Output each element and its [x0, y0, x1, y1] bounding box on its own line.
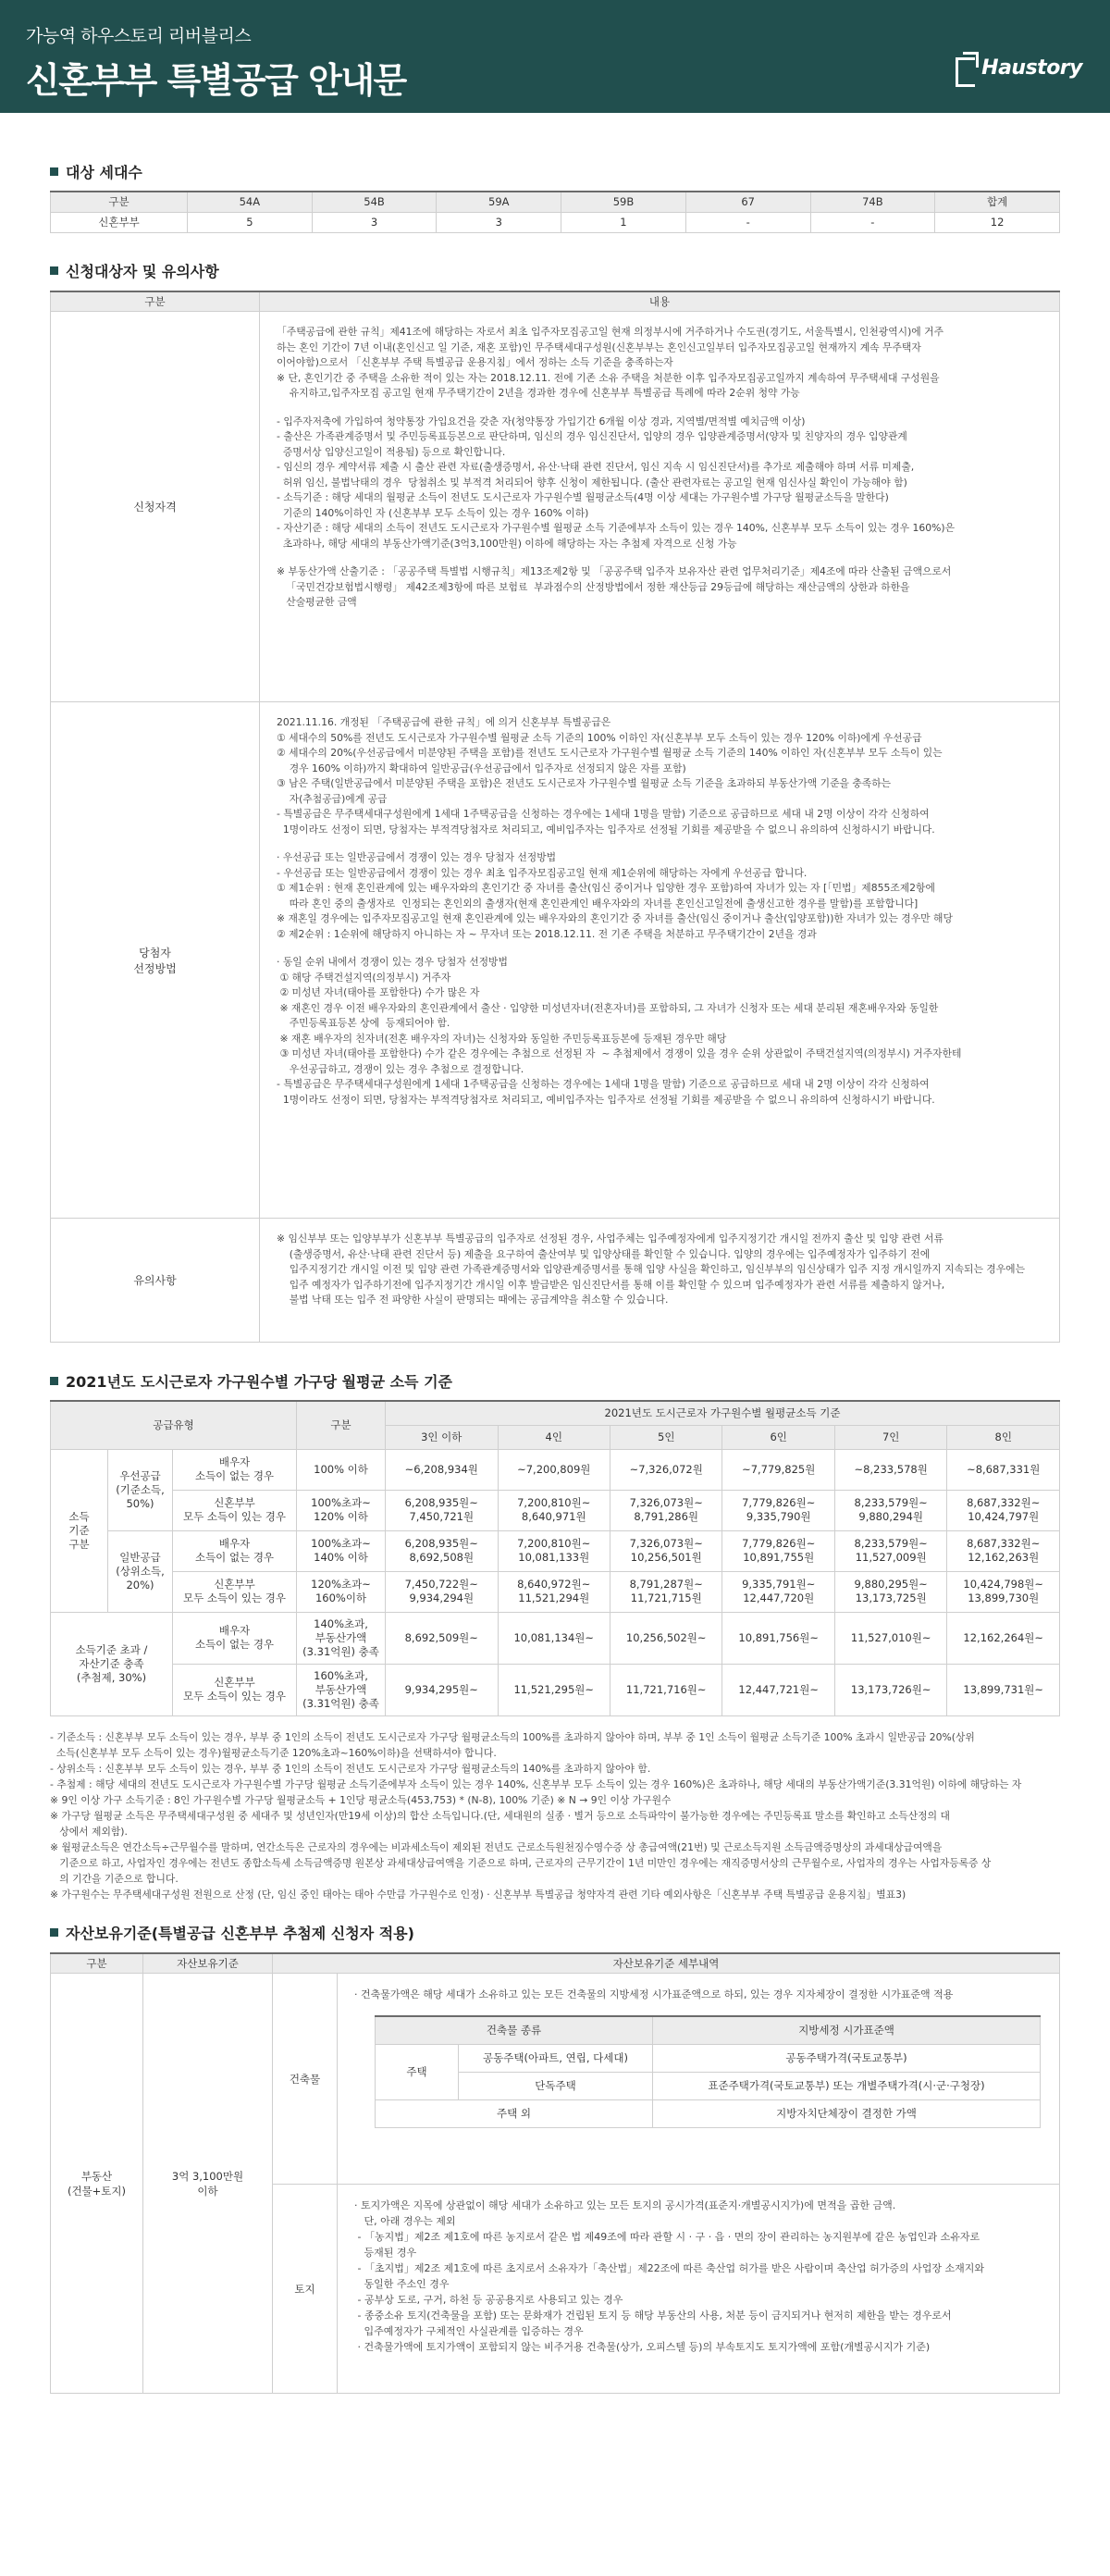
paragraph: · 토지가액은 지목에 상관없이 해당 세대가 소유하고 있는 모든 토지의 공시가격(표준지·개별공시지가)에 면적을 곱한 금액. 단, 아래 경우는 제외 - 「농지법」제2조 제1호에 따른 농지로서 같은 법 제49조에 따라 관할 시 · 구 · 읍 · 면의 장이 관리하는 농지원부에 같은 농업인과 소유자로 등재된 경우 - 「초지법」제2조 제1호에 따른 초지로서 소유자가「축산법」제22조에 따른 축산업 허가를 받은 사람이며 축산업 허가증의 사업장 소재지와 동일한 주소인 경우 - 공부상 도로, 구거, 하천 등 공공용지로 사용되고 있는 경우 - 종중소유 토지(건축물을 포함) 또는 문화재가 건립된 토지 등 해당 부동산의 사용, 처분 등이 금지되거나 현저히 제한을 받는 경우로서 입주예정자가 구체적인 사실관계를 입증하는 경우 · 건축물가액에 토지가액이 포함되지 않는 비주거용 건축물(상가, 오피스텔 등)의 부속토지도 토지가액에 포함(개별공시지가 기준): [354, 2199, 984, 2353]
value-cell: 9,934,295원~: [386, 1664, 498, 1715]
assets-table: [50, 1952, 1060, 2395]
div-cell: 100%초과~ 140% 이하: [297, 1530, 386, 1571]
land-label: 토지: [273, 2185, 338, 2394]
paragraph: 「주택공급에 관한 규칙」제41조에 해당하는 자로서 최초 입주자모집공고일 현재 의정부시에 거주하거나 수도권(경기도, 서울특별시, 인천광역시)에 거주 하는 혼인 기간이 7년 이내(혼인신고 일 기준, 재혼 포함)인 무주택세대구성원(신혼부부는 혼인신고일부터 입주자모집공고일 현재까지 계속 무주택자 이어야함)으로서 「신혼부부 주택 특별공급 운용지침」에서 정하는 소득 기준을 충족하는자 ※ 단, 혼인기간 중 주택을 소유한 적이 있는 자는 2018.12.11. 전에 기존 소유 주택을 처분한 이후 입주자모집공고일까지 계속하여 무주택세대 구성원을 유지하고,입주자모집 공고일 현재 무주택기간이 2년을 경과한 경우에 신혼부부 특별공급 특례에 따라 2순위 청약 가능: [277, 326, 944, 399]
paragraph: - 입주자저축에 가입하여 청약통장 가입요건을 갖춘 자(청약통장 가입기간 6개월 이상 경과, 지역별/면적별 예치금액 이상) - 출산은 가족관계증명서 및 주민등록표등본으로 판단하며, 임신의 경우 임신진단서, 입양의 경우 입양관계증명서(양자 및 친양자의 경우 입양관계 증명서상 입양신고일이 적용됨) 등으로 확인합니다. - 임신의 경우 계약서류 제출 시 출산 관련 자료(출생증명서, 유산·낙태 관련 진단서, 임신 지속 시 임신진단서)를 추가로 제출해야 하며 서류 미제출, 허위 임신, 불법낙태의 경우 당첨취소 및 부적격 처리되어 향후 신청이 제한됩니다. (출산 관련자료는 공고일 현재 임신사실 확인이 가능해야 함) - 소득기준 : 해당 세대의 월평균 소득이 전년도 도시근로자 가구원수별 월평균소득(4명 이상 세대는 가구원수별 가구당 월평균소득을 말한다) 기준의 140%이하인 자 (신혼부부 모두 소득이 있는 경우 160% 이하) - 자산기준 : 해당 세대의 소득이 전년도 도시근로자 가구원수별 월평균 소득 기준에부자 소득이 있는 경우 140%, 신혼부부 모두 소득이 있는 경우 160%)은 초과하나, 해당 세대의 부동산가액기준(3억3,100만원) 이하에 해당하는 자는 추첨제 자격으로 신청 가능: [277, 415, 956, 550]
section-title-text: 신청대상자 및 유의사항: [66, 263, 219, 280]
table-cell: -: [685, 212, 810, 232]
section-title-households: [50, 161, 1060, 181]
house-logo-icon: [954, 52, 978, 83]
value-cell: ~7,326,072원: [610, 1449, 722, 1490]
value-cell: 8,233,579원~ 9,880,294원: [834, 1490, 946, 1530]
section-title-text: 2021년도 도시근로자 가구원수별 가구당 월평균 소득 기준: [66, 1372, 452, 1391]
table-header-cell: 건축물 종류: [376, 2016, 653, 2044]
value-cell: 12,162,264원~: [947, 1612, 1060, 1664]
table-row: [376, 2044, 1041, 2072]
value-cell: 8,791,287원~ 11,721,715원: [610, 1571, 722, 1612]
value-cell: 10,424,798원~ 13,899,730원: [947, 1571, 1060, 1612]
households-table: [50, 191, 1060, 233]
row-body-notice: [260, 1219, 1060, 1343]
value-cell: 9,335,791원~ 12,447,720원: [722, 1571, 834, 1612]
note-line: ※ 가구원수는 무주택세대구성원 전원으로 산정 (단, 임신 중인 태아는 태아 수만큼 가구원수로 인정) · 신혼부부 특별공급 청약자격 관련 기타 예외사항은「신혼부부 주택 특별공급 운용지침」별표3): [50, 1888, 906, 1901]
note-line: - 상위소득 : 신혼부부 모두 소득이 있는 경우, 부부 중 1인의 소득이 전년도 도시근로자 가구당 월평균소득의 140%를 초과하지 않아야 함.: [50, 1762, 651, 1775]
value-cell: 6,208,935원~ 8,692,508원: [386, 1530, 498, 1571]
table-row: [51, 1974, 1060, 2185]
table-row: [51, 1449, 1060, 1490]
paragraph: · 건축물가액은 해당 세대가 소유하고 있는 모든 건축물의 지방세정 시가표준액으로 하되, 있는 경우 지자체장이 결정한 시가표준액 적용: [354, 1988, 954, 2000]
note-line: ※ 가구당 월평균 소득은 무주택세대구성원 중 세대주 및 성년인자(만19세 이상)의 합산 소득입니다.(단, 세대원의 실종 · 별거 등으로 소득파악이 불가능한 경우에는 주민등록표 말소를 확인하고 소득산정의 대 상에서 제외함).: [50, 1809, 950, 1838]
table-row: [51, 1664, 1060, 1715]
table-cell: 5: [188, 212, 313, 232]
div-cell: 120%초과~ 160%이하: [297, 1571, 386, 1612]
table-header-cell: 59B: [561, 192, 686, 212]
bullet-square-icon: [50, 1377, 58, 1385]
land-detail: [338, 2185, 1060, 2394]
table-header-cell: 공급유형: [51, 1401, 297, 1449]
project-name: 가능역 하우스토리 리버블리스: [26, 26, 252, 46]
income-notes: [50, 1729, 1060, 1902]
table-header-cell: 구분: [51, 1953, 143, 1974]
table-header-cell: 5인: [610, 1425, 722, 1449]
table-header-row: [51, 1953, 1060, 1974]
value-cell: ~8,687,331원: [947, 1449, 1060, 1490]
bullet-square-icon: [50, 1928, 58, 1937]
table-cell: 단독주택: [459, 2072, 653, 2099]
table-header-cell: 67: [685, 192, 810, 212]
value-cell: 7,779,826원~ 10,891,755원: [722, 1530, 834, 1571]
group-label: 소득기준 초과 / 자산기준 충족 (추첨제, 30%): [51, 1612, 173, 1715]
table-row: [376, 2072, 1041, 2099]
table-header-row: [51, 192, 1060, 212]
table-cell: 주택: [376, 2044, 459, 2099]
value-cell: 8,687,332원~ 10,424,797원: [947, 1490, 1060, 1530]
value-cell: 8,687,332원~ 12,162,263원: [947, 1530, 1060, 1571]
table-header-cell: 구분: [297, 1401, 386, 1449]
value-cell: ~7,200,809원: [498, 1449, 610, 1490]
asset-category: 부동산 (건물+토지): [51, 1974, 143, 2394]
paragraph: 2021.11.16. 개정된 「주택공급에 관한 규칙」에 의거 신혼부부 특별공급은 ① 세대수의 50%를 전년도 도시근로자 가구원수별 월평균 소득 기준의 100% 이하인 자(신혼부부 모두 소득이 있는 경우 120% 이하)에게 우선공급 ② 세대수의 20%(우선공급에서 미분양된 주택을 포함)를 전년도 도시근로자 가구원수별 월평균 소득 기준의 140% 이하인 자(신혼부부 모두 소득이 있는 경우 160% 이하)까지 확대하여 일반공급(우선공급에서 입주자로 선정되지 않은 자를 포함) ③ 남은 주택(일반공급에서 미분양된 주택을 포함)은 전년도 도시근로자 가구원수별 월평균 소득 기준을 초과하되 부동산가액 기준을 충족하는 자(추첨공급)에게 공급 - 특별공급은 무주택세대구성원에게 1세대 1주택공급을 신청하는 경우에는 1세대 1명을 말함) 기준으로 공급하므로 세대 내 2명 이상이 각각 신청하여 1명이라도 선정이 되면, 당첨자는 부적격당첨자로 처리되고, 예비입주자는 입주자로 선정될 기회를 제공받을 수 없으니 유의하여 신청하시기 바랍니다.: [277, 716, 943, 836]
table-header-cell: 74B: [810, 192, 935, 212]
table-row: [51, 1571, 1060, 1612]
row-body-selection: [260, 702, 1060, 1219]
div-cell: 140%초과, 부동산가액 (3.31억원) 충족: [297, 1612, 386, 1664]
bullet-square-icon: [50, 266, 58, 275]
value-cell: 7,326,073원~ 10,256,501원: [610, 1530, 722, 1571]
section-title-income: [50, 1370, 1060, 1391]
sub-label: 배우자 소득이 없는 경우: [173, 1449, 297, 1490]
paragraph: ※ 임신부부 또는 입양부부가 신혼부부 특별공급의 입주자로 선정된 경우, 사업주체는 입주예정자에게 입주지정기간 개시일 전까지 출산 및 입양 관련 서류 (출생증명서, 유산·낙태 관련 진단서 등) 제출을 요구하여 출산여부 및 입양상태를 확인할 수 있습니다. 입양의 경우에는 입주예정자가 입주하기 전에 입주지정기간 개시일 이전 및 입양 관련 가족관계증명서와 입양관계증명서를 통해 입양 사실을 확인하고, 임신부부의 임신상태가 입주 지정 개시일까지 지속되는 경우에는 입주 예정자가 입주하기전에 입주지정기간 개시일 이후 발급받은 임신진단서를 통해 이를 확인할 수 있으며 입주예정자가 관련 서류를 제출하지 않거나, 불법 낙태 또는 입주 전 파양한 사실이 판명되는 때에는 공급계약을 취소할 수 있습니다.: [277, 1232, 1026, 1306]
value-cell: 7,450,722원~ 9,934,294원: [386, 1571, 498, 1612]
table-cell: 표준주택가격(국토교통부) 또는 개별주택가격(시·군·구청장): [653, 2072, 1041, 2099]
table-header-cell: 59A: [437, 192, 561, 212]
section-title-text: 대상 세대수: [66, 163, 142, 181]
section-title-assets: [50, 1923, 1060, 1943]
note-line: - 기준소득 : 신혼부부 모두 소득이 있는 경우, 부부 중 1인의 소득이 전년도 도시근로자 가구당 월평균소득의 100%를 초과하지 않아야 하며, 부부 중 1인 소득이 월평균 소득기준 100% 초과시 일반공급 20%(상위 소득(신혼부부 모두 소득이 있는 경우)월평균소득기준 120%초과~160%이하)을 선택하셔야 합니다.: [50, 1730, 975, 1759]
row-label-eligibility: 신청자격: [51, 312, 260, 702]
eligibility-table: [50, 291, 1060, 1344]
paragraph: · 동일 순위 내에서 경쟁이 있는 경우 당첨자 선정방법 ① 해당 주택건설지역(의정부시) 거주자 ② 미성년 자녀(태아를 포함한다) 수가 많은 자 ※ 재혼인 경우 이전 배우자와의 혼인관계에서 출산 · 입양한 미성년자녀(전혼자녀)를 포함하되, 그 자녀가 신청자 또는 세대 분리된 재혼배우자와 동일한 주민등록표등본 상에 등재되어야 함. ※ 재혼 배우자의 친자녀(전혼 배우자의 자녀)는 신청자와 동일한 주민등록표등본에 등재된 경우만 해당 ③ 미성년 자녀(태아를 포함한다) 수가 같은 경우에는 추첨으로 선정된 자 ~ 추첨제에서 경쟁이 있을 경우 순위 상관없이 주택건설지역(의정부시) 거주자한테 우선공급하고, 경쟁이 있는 경우 추첨으로 결정합니다. - 특별공급은 무주택세대구성원에게 1세대 1주택공급을 신청하는 경우에는 1세대 1명을 말함) 기준으로 공급하므로 세대 내 2명 이상이 각각 신청하여 1명이라도 선정이 되면, 당첨자는 부적격당첨자로 처리되고, 예비입주자는 입주자로 선정될 기회를 제공받을 수 없으니 유의하여 신청하시기 바랍니다.: [277, 956, 962, 1106]
paragraph: ※ 부동산가액 산출기준 : 「공공주택 특별법 시행규칙」제13조제2항 및 「공공주택 입주자 보유자산 관련 업무처리기준」제4조에 따라 산출된 금액으로서 「국민건강보험법시행령」 제42조제3항에 따른 보험료 부과점수의 산정방법에서 정한 재산등급 29등급에 해당하는 재산금액의 상한과 하한을 산술평균한 금액: [277, 565, 952, 608]
table-cell: 신혼부부: [51, 212, 188, 232]
value-cell: 7,326,073원~ 8,791,286원: [610, 1490, 722, 1530]
table-header-cell: 54B: [312, 192, 437, 212]
value-cell: 8,233,579원~ 11,527,009원: [834, 1530, 946, 1571]
table-cell: 12: [935, 212, 1060, 232]
table-header-row: [51, 291, 1060, 312]
asset-criterion: 3억 3,100만원 이하: [143, 1974, 273, 2394]
note-line: ※ 9인 이상 가구 소득기준 : 8인 가구원수별 가구당 월평균소득 + 1인당 평균소득(453,753) * (N-8), 100% 기준) ※ N → 9인 이상 가구원수: [50, 1793, 672, 1806]
building-value-table: [375, 2015, 1041, 2128]
table-header-cell: 6인: [722, 1425, 834, 1449]
table-header-cell: 자산보유기준 세부내역: [273, 1953, 1060, 1974]
table-cell: 1: [561, 212, 686, 232]
row-label-notice: 유의사항: [51, 1219, 260, 1343]
bullet-square-icon: [50, 167, 58, 176]
table-header-row: [51, 1401, 1060, 1425]
value-cell: ~7,779,825원: [722, 1449, 834, 1490]
group-label: 우선공급 (기준소득, 50%): [108, 1449, 173, 1530]
value-cell: 13,899,731원~: [947, 1664, 1060, 1715]
table-header-cell: 지방세정 시가표준액: [653, 2016, 1041, 2044]
table-header-cell: 8인: [947, 1425, 1060, 1449]
table-header-row: [376, 2016, 1041, 2044]
table-cell: 공동주택가격(국토교통부): [653, 2044, 1041, 2072]
sub-label: 신혼부부 모두 소득이 있는 경우: [173, 1490, 297, 1530]
value-cell: 11,527,010원~: [834, 1612, 946, 1664]
table-header-cell: 합계: [935, 192, 1060, 212]
table-row: [51, 1530, 1060, 1571]
value-cell: 8,692,509원~: [386, 1612, 498, 1664]
value-cell: 7,200,810원~ 8,640,971원: [498, 1490, 610, 1530]
value-cell: 10,081,134원~: [498, 1612, 610, 1664]
table-cell: 공동주택(아파트, 연립, 다세대): [459, 2044, 653, 2072]
value-cell: 10,891,756원~: [722, 1612, 834, 1664]
row-body-eligibility: [260, 312, 1060, 702]
table-header-cell: 구분: [51, 192, 188, 212]
div-cell: 100% 이하: [297, 1449, 386, 1490]
table-header-cell: 4인: [498, 1425, 610, 1449]
building-detail: [338, 1974, 1060, 2185]
group-label: 일반공급 (상위소득, 20%): [108, 1530, 173, 1612]
table-cell: 3: [312, 212, 437, 232]
sub-label: 배우자 소득이 없는 경우: [173, 1530, 297, 1571]
value-cell: 9,880,295원~ 13,173,725원: [834, 1571, 946, 1612]
value-cell: 7,779,826원~ 9,335,790원: [722, 1490, 834, 1530]
sub-label: 배우자 소득이 없는 경우: [173, 1612, 297, 1664]
value-cell: 11,721,716원~: [610, 1664, 722, 1715]
value-cell: 8,640,972원~ 11,521,294원: [498, 1571, 610, 1612]
value-cell: 7,200,810원~ 10,081,133원: [498, 1530, 610, 1571]
main-content: [0, 113, 1110, 2394]
table-header-cell: 7인: [834, 1425, 946, 1449]
value-cell: 6,208,935원~ 7,450,721원: [386, 1490, 498, 1530]
table-header-cell: 내용: [260, 291, 1060, 312]
table-header-cell: 54A: [188, 192, 313, 212]
note-line: - 추첨제 : 해당 세대의 전년도 도시근로자 가구원수별 가구당 월평균 소득기준에부자 소득이 있는 경우 140%, 신혼부부 모두 소득이 있는 경우 160%)은 초과하나, 해당 세대의 부동산가액기준(3.31억원) 이하에 해당하는 자: [50, 1777, 1022, 1790]
value-cell: ~6,208,934원: [386, 1449, 498, 1490]
table-cell: 3: [437, 212, 561, 232]
paragraph: · 우선공급 또는 일반공급에서 경쟁이 있는 경우 당첨자 선정방법 - 우선공급 또는 일반공급에서 경쟁이 있는 경우 최초 입주자모집공고일 현재 제1순위에 해당하는 자에게 우선공급 합니다. ① 제1순위 : 현재 혼인관계에 있는 배우자와의 혼인기간 중 자녀를 출산(임신 중이거나 입양한 경우 포함)하여 자녀가 있는 자 [「민법」제855조제2항에 따라 혼인 중의 출생자로 인정되는 혼인외의 출생자(현재 혼인관계인 배우자와의 자녀를 혼인신고일전에 출생신고한 경우를 말함)를 포함합니다] ※ 재혼일 경우에는 입주자모집공고일 현재 혼인관계에 있는 배우자와의 혼인기간 중 자녀를 출산(임신 중이거나 출산(입양포함))한 자녀가 있는 경우만 해당 ② 제2순위 : 1순위에 해당하지 아니하는 자 ~ 무자녀 또는 2018.12.11. 전 기존 주택을 처분하고 무주택기간이 2년을 경과: [277, 851, 953, 940]
sub-label: 신혼부부 모두 소득이 있는 경우: [173, 1664, 297, 1715]
value-cell: 10,256,502원~: [610, 1612, 722, 1664]
table-cell: 지방자치단체장이 결정한 가액: [653, 2099, 1041, 2127]
table-row: [51, 702, 1060, 1219]
table-row: [51, 212, 1060, 232]
table-header-cell: 구분: [51, 291, 260, 312]
table-row: [376, 2099, 1041, 2127]
section-title-text: 자산보유기준(특별공급 신혼부부 추첨제 신청자 적용): [66, 1925, 414, 1942]
table-header-cell: 자산보유기준: [143, 1953, 273, 1974]
note-line: ※ 월평균소득은 연간소득÷근무월수를 말하며, 연간소득은 근로자의 경우에는 비과세소득이 제외된 전년도 근로소득원천징수영수증 상 총급여액(21번) 및 근로소득지원 소득금액증명상의 과세대상급여액을 기준으로 하고, 사업자인 경우에는 전년도 종합소득세 소득금액증명 원본상 과세대상급여액을 기준으로 하며, 근로자의 근무기간이 1년 미만인 경우에는 재직증명서상의 근무월수로, 사업자의 경우는 사업자등록증 상 의 기간을 기준으로 합니다.: [50, 1840, 992, 1885]
table-cell: 주택 외: [376, 2099, 653, 2127]
income-table: [50, 1400, 1060, 1716]
outer-label: 소득 기준 구분: [51, 1449, 108, 1612]
row-label-selection: 당첨자 선정방법: [51, 702, 260, 1219]
div-cell: 100%초과~ 120% 이하: [297, 1490, 386, 1530]
page-title: 신혼부부 특별공급 안내문: [26, 60, 406, 101]
sub-label: 신혼부부 모두 소득이 있는 경우: [173, 1571, 297, 1612]
building-label: 건축물: [273, 1974, 338, 2185]
div-cell: 160%초과, 부동산가액 (3.31억원) 충족: [297, 1664, 386, 1715]
value-cell: ~8,233,578원: [834, 1449, 946, 1490]
table-row: [51, 1490, 1060, 1530]
table-row: [51, 1219, 1060, 1343]
table-row: [51, 1612, 1060, 1664]
value-cell: 13,173,726원~: [834, 1664, 946, 1715]
page-header: [0, 0, 1110, 113]
value-cell: 11,521,295원~: [498, 1664, 610, 1715]
value-cell: 12,447,721원~: [722, 1664, 834, 1715]
logo-text: Haustory: [981, 56, 1082, 80]
section-title-eligibility: [50, 261, 1060, 281]
table-header-cell: 2021년도 도시근로자 가구원수별 월평균소득 기준: [386, 1401, 1060, 1425]
table-header-cell: 3인 이하: [386, 1425, 498, 1449]
table-row: [51, 312, 1060, 702]
table-cell: -: [810, 212, 935, 232]
haustory-logo: [954, 52, 1082, 83]
